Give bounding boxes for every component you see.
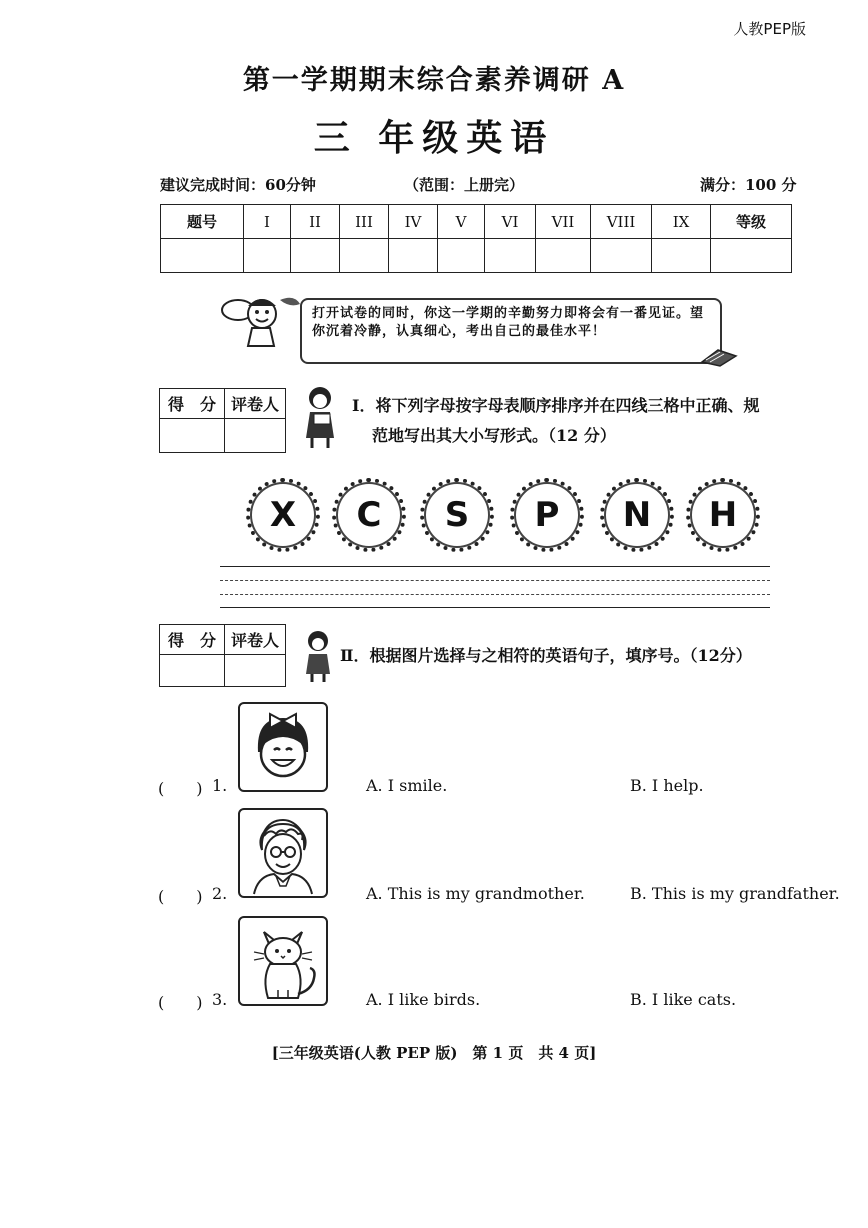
option-b-2: B. This is my grandfather. bbox=[630, 884, 840, 903]
score-cell[interactable] bbox=[652, 239, 711, 273]
score-label: 得 分 bbox=[160, 625, 225, 655]
grader-score-cell[interactable] bbox=[160, 419, 225, 453]
score-header-cell: III bbox=[340, 205, 389, 239]
time-info: 建议完成时间：60分钟 bbox=[160, 176, 316, 194]
girl-smiling-icon bbox=[240, 704, 326, 790]
option-a-3: A. I like birds. bbox=[366, 990, 481, 1009]
score-cell[interactable] bbox=[161, 239, 244, 273]
grid-line bbox=[220, 607, 770, 608]
score-cell[interactable] bbox=[389, 239, 438, 273]
letter: N bbox=[622, 495, 652, 535]
question-image-3 bbox=[238, 916, 328, 1006]
range-info: （范围：上册完） bbox=[404, 176, 525, 194]
full-score-info: 满分：100 分 bbox=[700, 176, 797, 194]
score-header-cell: I bbox=[244, 205, 291, 239]
encouragement-text: 打开试卷的同时，你这一学期的辛勤努力即将会有一番见证。望你沉着冷静，认真细心，考出自己的最佳水平！ bbox=[312, 306, 705, 339]
letter: S bbox=[444, 495, 470, 535]
section1-title: Ⅰ．将下列字母按字母表顺序排序并在四线三格中正确、规 bbox=[352, 396, 760, 415]
grader-score-cell[interactable] bbox=[160, 655, 225, 687]
answer-blank-2[interactable]: ( ) bbox=[158, 887, 203, 906]
score-header-cell: IV bbox=[389, 205, 438, 239]
score-header-cell: 等级 bbox=[711, 205, 792, 239]
answer-blank-3[interactable]: ( ) bbox=[158, 993, 203, 1012]
score-header-cell: IX bbox=[652, 205, 711, 239]
letter-wreath bbox=[686, 478, 760, 552]
cat-icon bbox=[240, 918, 326, 1004]
question-number-1: 1. bbox=[212, 776, 228, 795]
letter: H bbox=[708, 495, 738, 535]
score-cell[interactable] bbox=[591, 239, 652, 273]
option-a-1: A. I smile. bbox=[366, 776, 448, 795]
letter-wreath bbox=[420, 478, 494, 552]
page-footer: [三年级英语(人教 PEP 版) 第 1 页 共 4 页] bbox=[271, 1044, 597, 1062]
letter-wreath bbox=[510, 478, 584, 552]
letter-wreath bbox=[332, 478, 406, 552]
score-header-cell: VIII bbox=[591, 205, 652, 239]
score-label: 得 分 bbox=[160, 389, 225, 419]
option-a-2: A. This is my grandmother. bbox=[366, 884, 585, 903]
score-cell[interactable] bbox=[438, 239, 485, 273]
answer-blank-1[interactable]: ( ) bbox=[158, 779, 203, 798]
letter: X bbox=[269, 495, 297, 535]
option-b-1: B. I help. bbox=[630, 776, 704, 795]
grid-line bbox=[220, 580, 770, 581]
score-header-cell: VII bbox=[536, 205, 591, 239]
section1-title-cont: 范地写出其大小写形式。（12 分） bbox=[372, 426, 616, 445]
grader-name-cell[interactable] bbox=[225, 419, 286, 453]
score-cell[interactable] bbox=[340, 239, 389, 273]
question-number-3: 3. bbox=[212, 990, 228, 1009]
score-header-cell: 题号 bbox=[161, 205, 244, 239]
grader-label: 评卷人 bbox=[225, 625, 286, 655]
grid-line bbox=[220, 594, 770, 595]
letter: C bbox=[356, 495, 382, 535]
grader-label: 评卷人 bbox=[225, 389, 286, 419]
score-cell[interactable] bbox=[711, 239, 792, 273]
book-icon bbox=[700, 342, 738, 368]
option-b-3: B. I like cats. bbox=[630, 990, 737, 1009]
girl-reading-icon bbox=[300, 382, 344, 452]
score-cell[interactable] bbox=[291, 239, 340, 273]
question-image-1 bbox=[238, 702, 328, 792]
question-image-2 bbox=[238, 808, 328, 898]
question-number-2: 2. bbox=[212, 884, 228, 903]
score-header-cell: II bbox=[291, 205, 340, 239]
score-cell[interactable] bbox=[244, 239, 291, 273]
score-header-cell: VI bbox=[485, 205, 536, 239]
letter: P bbox=[534, 495, 560, 535]
score-header-cell: V bbox=[438, 205, 485, 239]
section2-title: Ⅱ．根据图片选择与之相符的英语句子，填序号。（12分） bbox=[340, 646, 752, 665]
edition-label: 人教PEP版 bbox=[733, 20, 806, 38]
exam-title: 第一学期期末综合素养调研 A bbox=[242, 65, 626, 96]
girl-thinking-icon bbox=[298, 628, 338, 684]
exam-subject: 三 年级英语 bbox=[313, 118, 555, 159]
letter-wreath bbox=[600, 478, 674, 552]
grid-line bbox=[220, 566, 770, 567]
grader-box-1 bbox=[159, 388, 286, 453]
score-cell[interactable] bbox=[485, 239, 536, 273]
letter-wreath bbox=[246, 478, 320, 552]
grandmother-icon bbox=[240, 810, 326, 896]
score-table bbox=[160, 204, 792, 273]
grader-name-cell[interactable] bbox=[225, 655, 286, 687]
score-cell[interactable] bbox=[536, 239, 591, 273]
grader-box-2 bbox=[159, 624, 286, 687]
angel-icon bbox=[218, 286, 302, 352]
